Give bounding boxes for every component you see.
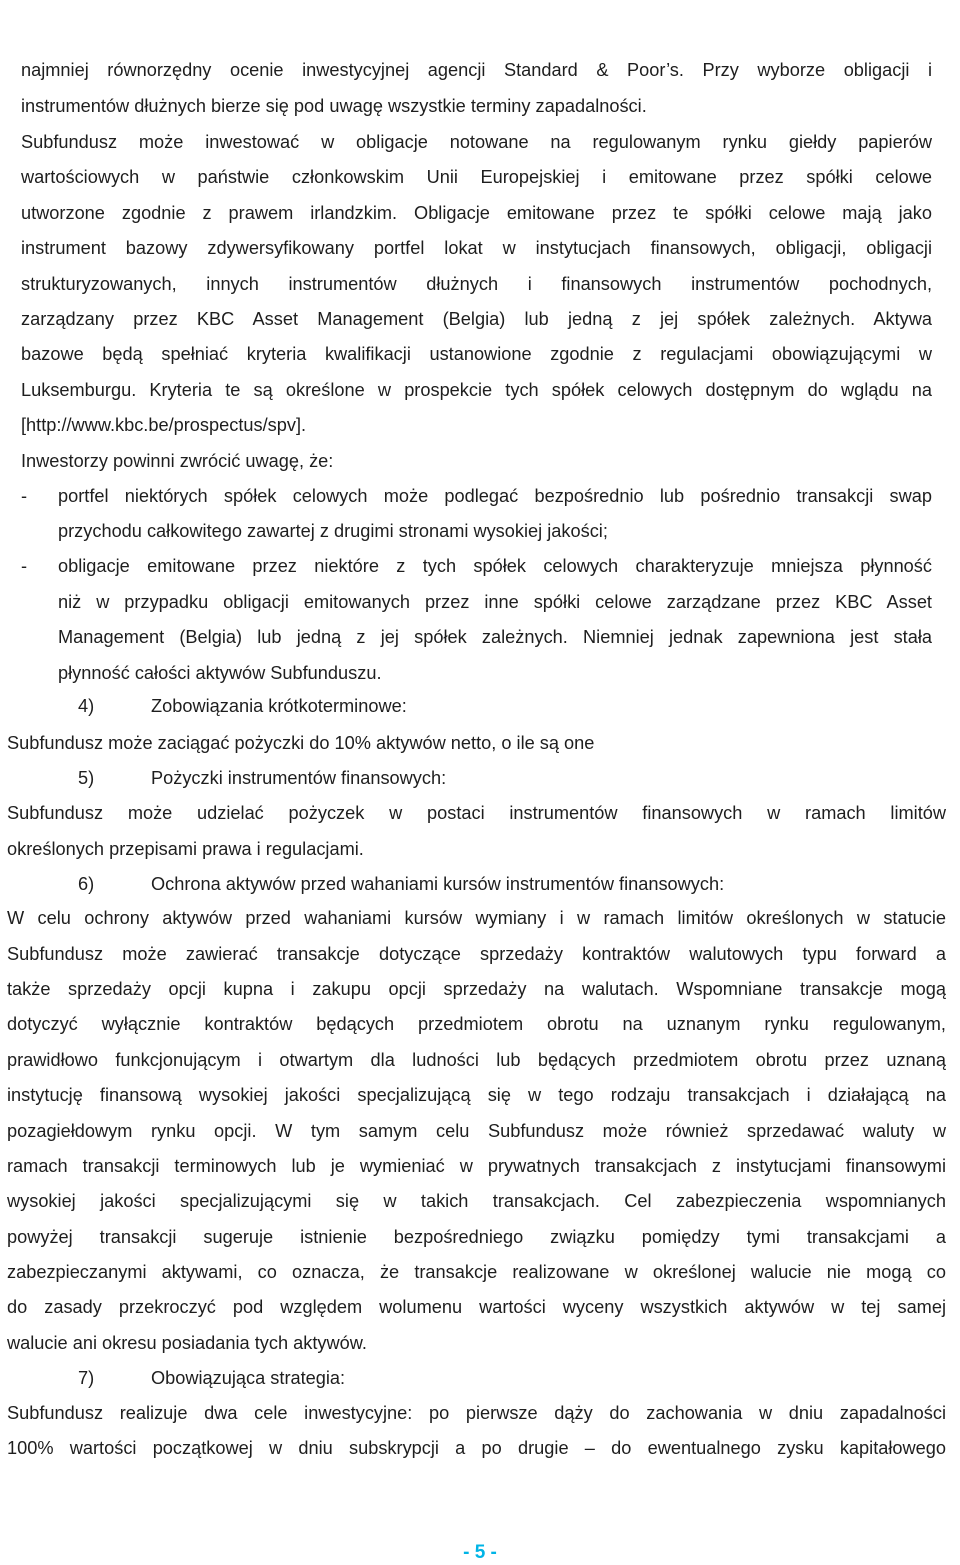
body-line: Subfundusz realizuje dwa cele inwestycyjne: po pierwsze dąży do zachowania w dniu zapadalności xyxy=(7,1403,946,1423)
section-heading: Ochrona aktywów przed wahaniami kursów instrumentów finansowych: xyxy=(151,874,725,894)
bullet-line: portfel niektórych spółek celowych może podlegać bezpośrednio lub pośrednio transakcji swap xyxy=(58,486,932,506)
page-number: - 5 - xyxy=(463,1542,497,1563)
body-line: Subfundusz może zawierać transakcje dotyczące sprzedaży kontraktów walutowych typu forward a xyxy=(7,944,946,964)
body-line: do zasady przekroczyć pod względem wolumenu wartości wyceny wszystkich aktywów w tej samej xyxy=(7,1297,946,1317)
body-line: powyżej transakcji sugeruje istnienie bezpośredniego związku pomiędzy tymi transakcjami a xyxy=(7,1227,946,1247)
body-line: także sprzedaży opcji kupna i zakupu opcji sprzedaży na walutach. Wspomniane transakcje mogą xyxy=(7,979,946,999)
bullet-line: niż w przypadku obligacji emitowanych przez inne spółki celowe zarządzane przez KBC Asset xyxy=(58,592,932,612)
body-line: wysokiej jakości specjalizującymi się w takich transakcjach. Cel zabezpieczenia wspomnianych xyxy=(7,1191,946,1211)
bullet-line: płynność całości aktywów Subfunduszu. xyxy=(58,663,382,683)
body-line: walucie ani okresu posiadania tych aktywów. xyxy=(7,1333,367,1353)
body-line: zarządzany przez KBC Asset Management (Belgia) lub jedną z jej spółek zależnych. Aktywa xyxy=(21,309,932,329)
body-line: najmniej równorzędny ocenie inwestycyjnej agencji Standard & Poor’s. Przy wyborze obligacji i xyxy=(21,60,932,80)
bullet-dash: - xyxy=(21,556,28,576)
body-line: ramach transakcji terminowych lub je wymieniać w prywatnych transakcjach z instytucjami finansowymi xyxy=(7,1156,946,1176)
body-line: 100% wartości początkowej w dniu subskrypcji a po drugie – do ewentualnego zysku kapitałowego xyxy=(7,1438,946,1458)
body-line: określonych przepisami prawa i regulacjami. xyxy=(7,839,364,859)
body-line: Inwestorzy powinni zwrócić uwagę, że: xyxy=(21,451,334,471)
body-line: instrumentów dłużnych bierze się pod uwagę wszystkie terminy zapadalności. xyxy=(21,96,647,116)
body-line: Subfundusz może udzielać pożyczek w postaci instrumentów finansowych w ramach limitów xyxy=(7,803,946,823)
body-line: instrument bazowy zdywersyfikowany portfel lokat w instytucjach finansowych, obligacji, obligacji xyxy=(21,238,932,258)
bullet-dash: - xyxy=(21,486,28,506)
body-line: zabezpieczanymi aktywami, co oznacza, że transakcje realizowane w określonej walucie nie mogą co xyxy=(7,1262,946,1282)
body-line: W celu ochrony aktywów przed wahaniami kursów wymiany i w ramach limitów określonych w statucie xyxy=(7,908,946,928)
section-number: 6) xyxy=(78,874,95,894)
body-line: Subfundusz może inwestować w obligacje notowane na regulowanym rynku giełdy papierów xyxy=(21,132,932,152)
section-heading: Zobowiązania krótkoterminowe: xyxy=(151,696,407,716)
body-line: prawidłowo funkcjonującym i otwartym dla ludności lub będących przedmiotem obrotu przez uznaną xyxy=(7,1050,946,1070)
bullet-line: przychodu całkowitego zawartej z drugimi stronami wysokiej jakości; xyxy=(58,521,608,541)
bullet-line: obligacje emitowane przez niektóre z tych spółek celowych charakteryzuje mniejsza płynność xyxy=(58,556,932,576)
section-number: 5) xyxy=(78,768,95,788)
section-heading: Pożyczki instrumentów finansowych: xyxy=(151,768,447,788)
section-number: 4) xyxy=(78,696,95,716)
section-heading: Obowiązująca strategia: xyxy=(151,1368,346,1388)
body-line: bazowe będą spełniać kryteria kwalifikacji ustanowione zgodnie z regulacjami obowiązującymi w xyxy=(21,344,932,364)
body-line: instytucję finansową wysokiej jakości specjalizującą się w tego rodzaju transakcjach i działającą na xyxy=(7,1085,946,1105)
body-line: strukturyzowanych, innych instrumentów dłużnych i finansowych instrumentów pochodnych, xyxy=(21,274,932,294)
body-line: dotyczyć wyłącznie kontraktów będących przedmiotem obrotu na uznanym rynku regulowanym, xyxy=(7,1014,946,1034)
body-line: pozagiełdowym rynku opcji. W tym samym celu Subfundusz może również sprzedawać waluty w xyxy=(7,1121,946,1141)
body-line: utworzone zgodnie z prawem irlandzkim. Obligacje emitowane przez te spółki celowe mają jako xyxy=(21,203,932,223)
body-line: [http://www.kbc.be/prospectus/spv]. xyxy=(21,415,307,435)
body-line: Luksemburgu. Kryteria te są określone w prospekcie tych spółek celowych dostępnym do wglądu na xyxy=(21,380,932,400)
body-line: wartościowych w państwie członkowskim Unii Europejskiej i emitowane przez spółki celowe xyxy=(21,167,932,187)
section-number: 7) xyxy=(78,1368,95,1388)
bullet-line: Management (Belgia) lub jedną z jej spółek zależnych. Niemniej jednak zapewniona jest stała xyxy=(58,627,932,647)
body-line: Subfundusz może zaciągać pożyczki do 10% aktywów netto, o ile są one xyxy=(7,733,595,753)
